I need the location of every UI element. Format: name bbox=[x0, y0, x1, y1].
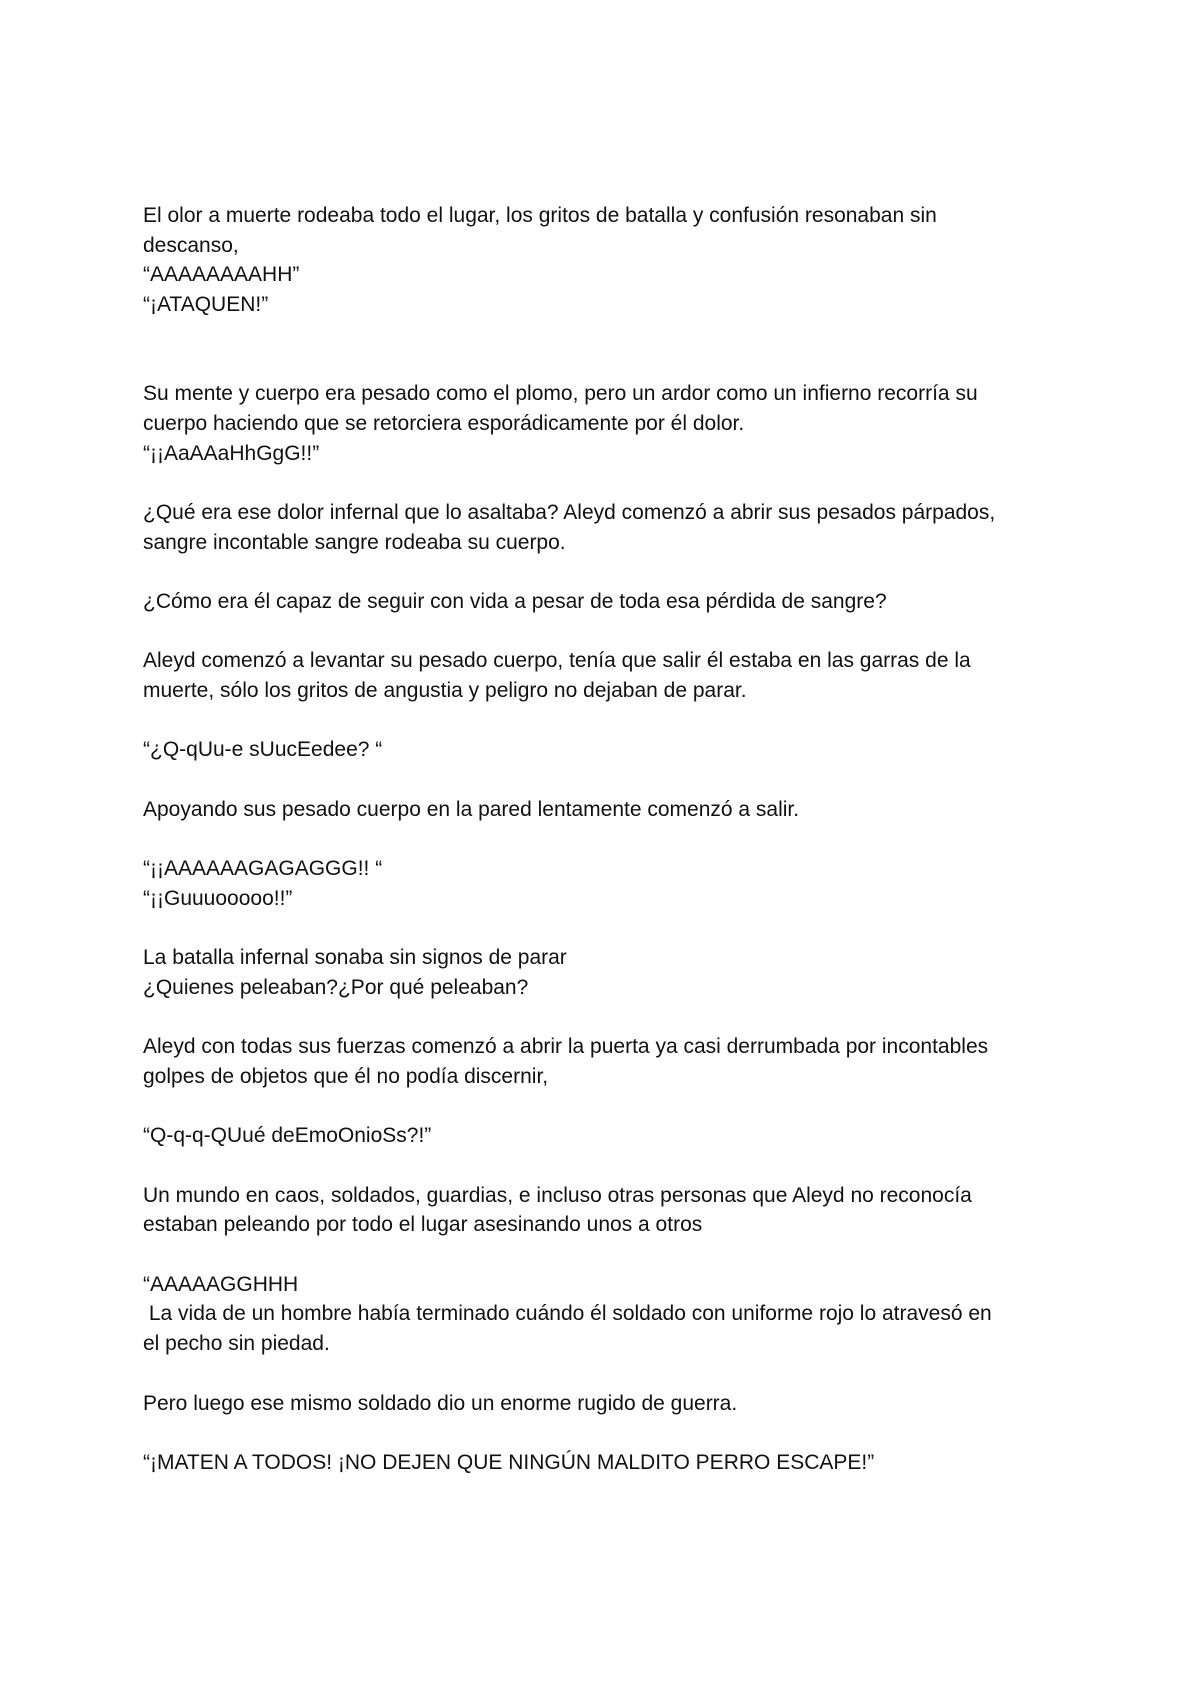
text-line: “¿Q-qUu-e sUucEedee? “ bbox=[143, 738, 383, 762]
text-line: ¿Cómo era él capaz de seguir con vida a pesar de toda esa pérdida de sangre? bbox=[143, 589, 887, 613]
blank-line bbox=[143, 765, 1043, 795]
text-line: Aleyd con todas sus fuerzas comenzó a abrir la puerta ya casi derrumbada por incontables bbox=[143, 1035, 989, 1059]
blank-line bbox=[143, 914, 1043, 944]
text-line: “¡MATEN A TODOS! ¡NO DEJEN QUE NINGÚN MALDITO PERRO ESCAPE!” bbox=[143, 1450, 875, 1474]
text-line: Su mente y cuerpo era pesado como el plomo, pero un ardor como un infierno recorría su bbox=[143, 382, 978, 406]
blank-line bbox=[143, 468, 1043, 498]
text-line: Pero luego ese mismo soldado dio un enorme rugido de guerra. bbox=[143, 1391, 738, 1415]
document-body bbox=[143, 201, 1043, 1478]
blank-line bbox=[143, 1151, 1043, 1181]
text-line: “¡¡AAAAAAGAGAGGG!! “ bbox=[143, 857, 383, 881]
blank-line bbox=[143, 1240, 1043, 1270]
text-line: La vida de un hombre había terminado cuándo él soldado con uniforme rojo lo atravesó en bbox=[143, 1302, 992, 1326]
blank-line bbox=[143, 706, 1043, 736]
text-line: “AAAAAAAAHH” bbox=[143, 263, 300, 287]
text-line: descanso, bbox=[143, 233, 239, 257]
text-line: La batalla infernal sonaba sin signos de parar bbox=[143, 946, 567, 970]
text-line: golpes de objetos que él no podía discernir, bbox=[143, 1064, 549, 1088]
blank-line bbox=[143, 1359, 1043, 1389]
text-line: Aleyd comenzó a levantar su pesado cuerpo, tenía que salir él estaba en las garras de la bbox=[143, 649, 971, 673]
text-line: cuerpo haciendo que se retorciera esporádicamente por él dolor. bbox=[143, 411, 745, 435]
blank-line bbox=[143, 557, 1043, 587]
text-line: Apoyando sus pesado cuerpo en la pared lentamente comenzó a salir. bbox=[143, 797, 800, 821]
text-line: ¿Qué era ese dolor infernal que lo asaltaba? Aleyd comenzó a abrir sus pesados párpados, bbox=[143, 500, 996, 524]
text-line: Un mundo en caos, soldados, guardias, e incluso otras personas que Aleyd no reconocía bbox=[143, 1183, 972, 1207]
blank-line bbox=[143, 349, 1043, 379]
blank-line bbox=[143, 617, 1043, 647]
text-line: “¡ATAQUEN!” bbox=[143, 293, 269, 317]
blank-line bbox=[143, 1092, 1043, 1122]
text-line: “¡¡AaAAaHhGgG!!” bbox=[143, 441, 320, 465]
text-line: “¡¡Guuuooooo!!” bbox=[143, 886, 293, 910]
blank-line bbox=[143, 320, 1043, 350]
text-line: ¿Quienes peleaban?¿Por qué peleaban? bbox=[143, 975, 529, 999]
blank-line bbox=[143, 1418, 1043, 1448]
blank-line bbox=[143, 1003, 1043, 1033]
blank-line bbox=[143, 824, 1043, 854]
text-line: El olor a muerte rodeaba todo el lugar, los gritos de batalla y confusión resonaban sin bbox=[143, 204, 937, 227]
text-line: “Q-q-q-QUué deEmoOnioSs?!” bbox=[143, 1124, 432, 1148]
text-line: sangre incontable sangre rodeaba su cuerpo. bbox=[143, 530, 566, 554]
text-line: el pecho sin piedad. bbox=[143, 1332, 330, 1356]
text-line: “AAAAAGGHHH bbox=[143, 1272, 299, 1296]
text-line: estaban peleando por todo el lugar asesinando unos a otros bbox=[143, 1213, 703, 1237]
text-line: muerte, sólo los gritos de angustia y peligro no dejaban de parar. bbox=[143, 679, 747, 702]
